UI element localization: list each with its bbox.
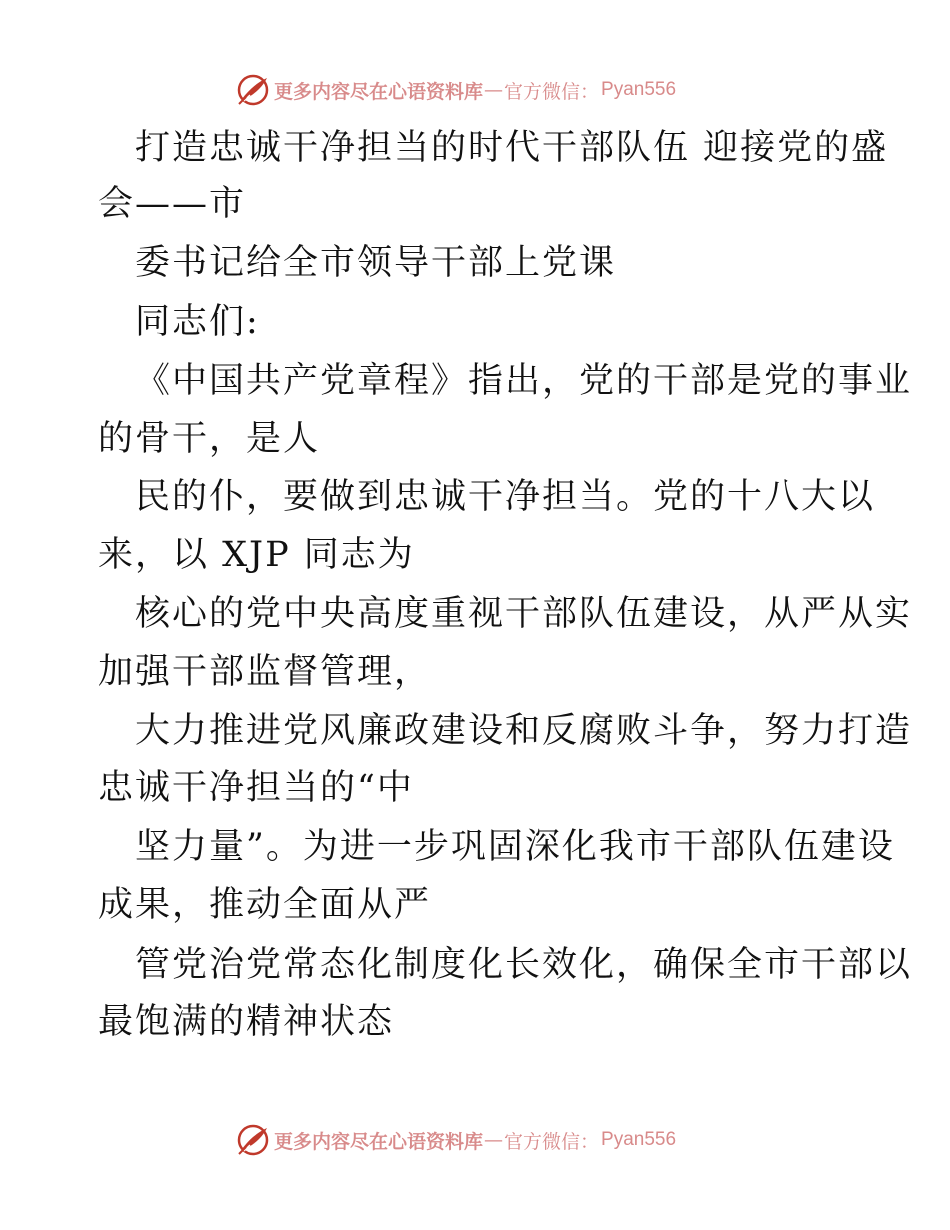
quill-logo-icon bbox=[236, 73, 270, 107]
body-line: 的骨干，是人 bbox=[98, 419, 321, 459]
body-line: 加强干部监督管理， bbox=[98, 652, 432, 692]
body-line: 坚力量”。为进一步巩固深化我市干部队伍建设 bbox=[135, 827, 895, 867]
body-line: 大力推进党风廉政建设和反腐败斗争，努力打造 bbox=[135, 711, 913, 751]
body-line: 忠诚干净担当的“中 bbox=[98, 768, 414, 808]
title-line-3: 委书记给全市领导干部上党课 bbox=[135, 243, 617, 283]
watermark-wechat-id: Pyan556 bbox=[601, 79, 677, 100]
quill-logo-icon bbox=[236, 1123, 270, 1157]
body-line: 成果，推动全面从严 bbox=[98, 885, 432, 925]
salutation: 同志们: bbox=[135, 302, 260, 342]
body-line: 《中国共产党章程》指出，党的干部是党的事业 bbox=[135, 361, 913, 401]
body-line: 来，以 XJP 同志为 bbox=[98, 535, 415, 575]
body-line: 核心的党中央高度重视干部队伍建设，从严从实 bbox=[135, 594, 913, 634]
header-watermark bbox=[236, 73, 676, 107]
body-line: 最饱满的精神状态 bbox=[98, 1002, 395, 1042]
watermark-text: 更多内容尽在心语资料库 bbox=[274, 1130, 484, 1153]
watermark-text: 更多内容尽在心语资料库 bbox=[274, 80, 484, 103]
watermark-wechat-id: Pyan556 bbox=[601, 1129, 677, 1150]
title-line-2: 会——市 bbox=[98, 184, 247, 224]
watermark-official-label: 官方微信： bbox=[504, 1130, 600, 1153]
body-line: 民的仆，要做到忠诚干净担当。党的十八大以 bbox=[135, 477, 876, 517]
watermark-dash: — bbox=[484, 79, 504, 101]
title-line-1: 打造忠诚干净担当的时代干部队伍 迎接党的盛 bbox=[135, 128, 889, 168]
watermark-official-label: 官方微信： bbox=[504, 80, 600, 103]
watermark-dash: — bbox=[484, 1129, 504, 1151]
footer-watermark bbox=[236, 1123, 676, 1157]
body-line: 管党治党常态化制度化长效化，确保全市干部以 bbox=[135, 945, 913, 985]
